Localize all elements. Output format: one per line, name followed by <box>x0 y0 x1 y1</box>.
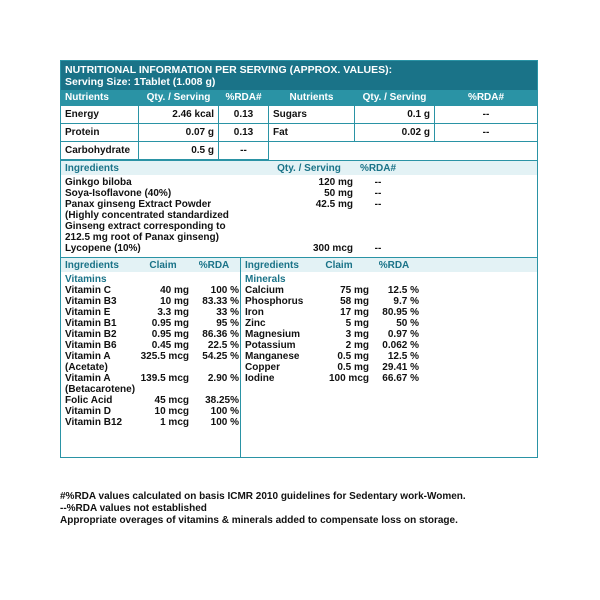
vitamin-name: Vitamin C <box>65 285 111 296</box>
vitamin-row <box>61 406 240 417</box>
vitamin-row <box>61 296 240 307</box>
mineral-claim: 0.5 mg <box>337 362 369 373</box>
vitamin-rda: 22.5 % <box>207 340 239 351</box>
mineral-row <box>241 307 537 318</box>
mineral-row <box>241 340 537 351</box>
ingredient-row <box>61 210 537 221</box>
ingredient-qty: 300 mcg <box>312 243 353 254</box>
vitamin-claim: 325.5 mcg <box>140 351 189 362</box>
nutrients-table <box>61 90 537 160</box>
nutrient-rda: -- <box>435 124 537 142</box>
mineral-name: Magnesium <box>245 329 301 340</box>
nutrient-qty: 2.46 kcal <box>139 106 219 124</box>
ingredient-name: Ginkgo biloba <box>65 177 132 188</box>
mineral-name: Iron <box>245 307 264 318</box>
mineral-claim: 17 mg <box>340 307 369 318</box>
mineral-row <box>241 329 537 340</box>
vitamin-rda: 86.36 % <box>202 329 239 340</box>
vitamin-name: Vitamin A <box>65 373 111 384</box>
vitamin-rda: 83.33 % <box>202 296 239 307</box>
col-header: Ingredients <box>245 259 299 271</box>
vitamin-name: Vitamin B1 <box>65 318 117 329</box>
vitamin-rda: 100 % <box>210 406 239 417</box>
vitamin-name: Vitamin B2 <box>65 329 117 340</box>
nutrient-name: Protein <box>61 124 139 142</box>
footnote-rda-basis: #%RDA values calculated on basis ICMR 2010 guidelines for Sedentary work-Women. <box>60 491 466 502</box>
vitamin-row <box>61 384 240 395</box>
vitamin-claim: 10 mg <box>160 296 189 307</box>
nutrient-rda: 0.13 <box>219 106 269 124</box>
ingredient-name: (Highly concentrated standardized <box>65 210 229 221</box>
vitamin-rda: 38.25% <box>205 395 239 406</box>
mineral-name: Manganese <box>245 351 300 362</box>
vitamin-row <box>61 318 240 329</box>
ingredient-row <box>61 243 537 254</box>
vitamin-name: (Betacarotene) <box>65 384 136 395</box>
mineral-name: Zinc <box>245 318 266 329</box>
nutrient-name: Energy <box>61 106 139 124</box>
nutrient-rda: 0.13 <box>219 124 269 142</box>
mineral-name: Copper <box>245 362 280 373</box>
ingredient-rda: -- <box>374 243 382 254</box>
minerals-column <box>241 258 537 457</box>
mineral-claim: 100 mcg <box>328 373 369 384</box>
vitamin-row <box>61 285 240 296</box>
vitamin-rda: 100 % <box>210 285 239 296</box>
mineral-claim: 75 mg <box>340 285 369 296</box>
vitamin-rda: 100 % <box>210 417 239 428</box>
vitamin-row <box>61 373 240 384</box>
footnote-overages: Appropriate overages of vitamins & minerals added to compensate loss on storage. <box>60 515 458 526</box>
col-header: Nutrients <box>269 90 355 106</box>
minerals-group-label: Minerals <box>245 274 286 285</box>
nutrient-name: Fat <box>269 124 355 142</box>
vitamin-claim: 10 mcg <box>154 406 189 417</box>
mineral-claim: 58 mg <box>340 296 369 307</box>
mineral-row <box>241 373 537 384</box>
vitamin-rda: 33 % <box>216 307 239 318</box>
col-header: %RDA <box>198 259 230 271</box>
empty-cell <box>435 142 537 160</box>
mineral-name: Potassium <box>245 340 296 351</box>
nutrient-rda: -- <box>435 106 537 124</box>
vitamin-rda: 2.90 % <box>207 373 239 384</box>
ingredient-row <box>61 199 537 210</box>
vitamin-row <box>61 329 240 340</box>
col-header: %RDA# <box>435 90 537 106</box>
vitamin-name: Folic Acid <box>65 395 113 406</box>
vitamin-claim: 40 mg <box>160 285 189 296</box>
vitamins-header <box>61 258 240 272</box>
vitamins-list <box>61 285 240 428</box>
vitamin-row <box>61 340 240 351</box>
mineral-name: Iodine <box>245 373 275 384</box>
vitamin-claim: 45 mcg <box>154 395 189 406</box>
vitamin-claim: 0.95 mg <box>151 318 189 329</box>
mineral-row <box>241 351 537 362</box>
col-header: Claim <box>325 259 353 271</box>
serving-size: Serving Size: 1Tablet (1.008 g) <box>65 76 216 88</box>
ingredient-row <box>61 232 537 243</box>
footnote-not-established: --%RDA values not established <box>60 503 207 514</box>
mineral-rda: 12.5 % <box>387 351 419 362</box>
col-header: Ingredients <box>65 162 119 174</box>
nutrition-panel <box>60 60 538 458</box>
vitamins-column <box>61 258 241 457</box>
col-header: %RDA# <box>359 162 397 174</box>
vitamin-name: (Acetate) <box>65 362 108 373</box>
ingredient-qty: 50 mg <box>324 188 353 199</box>
mineral-row <box>241 285 537 296</box>
panel-header <box>61 61 537 90</box>
mineral-claim: 0.5 mg <box>337 351 369 362</box>
ingredient-name: Soya-Isoflavone (40%) <box>65 188 172 199</box>
vitamins-minerals-section <box>61 258 537 457</box>
mineral-row <box>241 362 537 373</box>
mineral-rda: 12.5 % <box>387 285 419 296</box>
minerals-header <box>241 258 537 272</box>
vitamin-name: Vitamin E <box>65 307 111 318</box>
vitamin-name: Vitamin B12 <box>65 417 123 428</box>
ingredient-name: Panax ginseng Extract Powder <box>65 199 212 210</box>
col-header: %RDA# <box>219 90 269 106</box>
mineral-claim: 5 mg <box>345 318 369 329</box>
nutrient-rda: -- <box>219 142 269 160</box>
ingredient-name: Ginseng extract corresponding to <box>65 221 226 232</box>
vitamin-row <box>61 307 240 318</box>
mineral-row <box>241 318 537 329</box>
minerals-list <box>241 285 537 384</box>
mineral-name: Calcium <box>245 285 284 296</box>
col-header: %RDA <box>378 259 410 271</box>
ingredient-qty: 42.5 mg <box>315 199 353 210</box>
vitamin-name: Vitamin B3 <box>65 296 117 307</box>
mineral-rda: 50 % <box>396 318 419 329</box>
ingredient-name: Lycopene (10%) <box>65 243 141 254</box>
vitamins-group-label: Vitamins <box>65 274 107 285</box>
vitamin-claim: 0.45 mg <box>151 340 189 351</box>
ingredient-name: 212.5 mg root of Panax ginseng) <box>65 232 219 243</box>
nutrient-qty: 0.02 g <box>355 124 435 142</box>
nutrient-name: Carbohydrate <box>61 142 139 160</box>
vitamin-name: Vitamin B6 <box>65 340 117 351</box>
col-header: Nutrients <box>61 90 139 106</box>
mineral-claim: 2 mg <box>345 340 369 351</box>
ingredient-row <box>61 221 537 232</box>
col-header: Claim <box>149 259 177 271</box>
ingredient-qty: 120 mg <box>318 177 353 188</box>
vitamin-claim: 139.5 mcg <box>140 373 189 384</box>
ingredients-body <box>61 175 537 257</box>
mineral-name: Phosphorus <box>245 296 304 307</box>
mineral-rda: 80.95 % <box>382 307 419 318</box>
col-header: Qty. / Serving <box>277 162 341 174</box>
mineral-rda: 66.67 % <box>382 373 419 384</box>
ingredient-row <box>61 188 537 199</box>
mineral-rda: 9.7 % <box>393 296 419 307</box>
footnotes <box>60 491 538 527</box>
nutrient-qty: 0.07 g <box>139 124 219 142</box>
mineral-row <box>241 296 537 307</box>
nutrient-name: Sugars <box>269 106 355 124</box>
vitamin-rda: 95 % <box>216 318 239 329</box>
panel-title: NUTRITIONAL INFORMATION PER SERVING (APPROX. VALUES): <box>65 64 393 76</box>
vitamin-row <box>61 362 240 373</box>
nutrient-qty: 0.1 g <box>355 106 435 124</box>
col-header: Qty. / Serving <box>355 90 435 106</box>
vitamin-name: Vitamin D <box>65 406 111 417</box>
ingredient-row <box>61 177 537 188</box>
mineral-rda: 0.97 % <box>387 329 419 340</box>
ingredient-rda: -- <box>374 188 382 199</box>
ingredient-rda: -- <box>374 199 382 210</box>
vitamin-claim: 1 mcg <box>160 417 189 428</box>
vitamin-rda: 54.25 % <box>202 351 239 362</box>
empty-cell <box>355 142 435 160</box>
col-header: Ingredients <box>65 259 119 271</box>
col-header: Qty. / Serving <box>139 90 219 106</box>
mineral-claim: 3 mg <box>345 329 369 340</box>
ingredients-section <box>61 160 537 258</box>
vitamin-claim: 3.3 mg <box>157 307 189 318</box>
vitamin-name: Vitamin A <box>65 351 111 362</box>
ingredients-header <box>61 161 537 175</box>
nutrient-qty: 0.5 g <box>139 142 219 160</box>
mineral-rda: 0.062 % <box>382 340 419 351</box>
vitamin-row <box>61 417 240 428</box>
mineral-rda: 29.41 % <box>382 362 419 373</box>
ingredient-rda: -- <box>374 177 382 188</box>
empty-cell <box>269 142 355 160</box>
vitamin-row <box>61 351 240 362</box>
vitamin-row <box>61 395 240 406</box>
vitamin-claim: 0.95 mg <box>151 329 189 340</box>
